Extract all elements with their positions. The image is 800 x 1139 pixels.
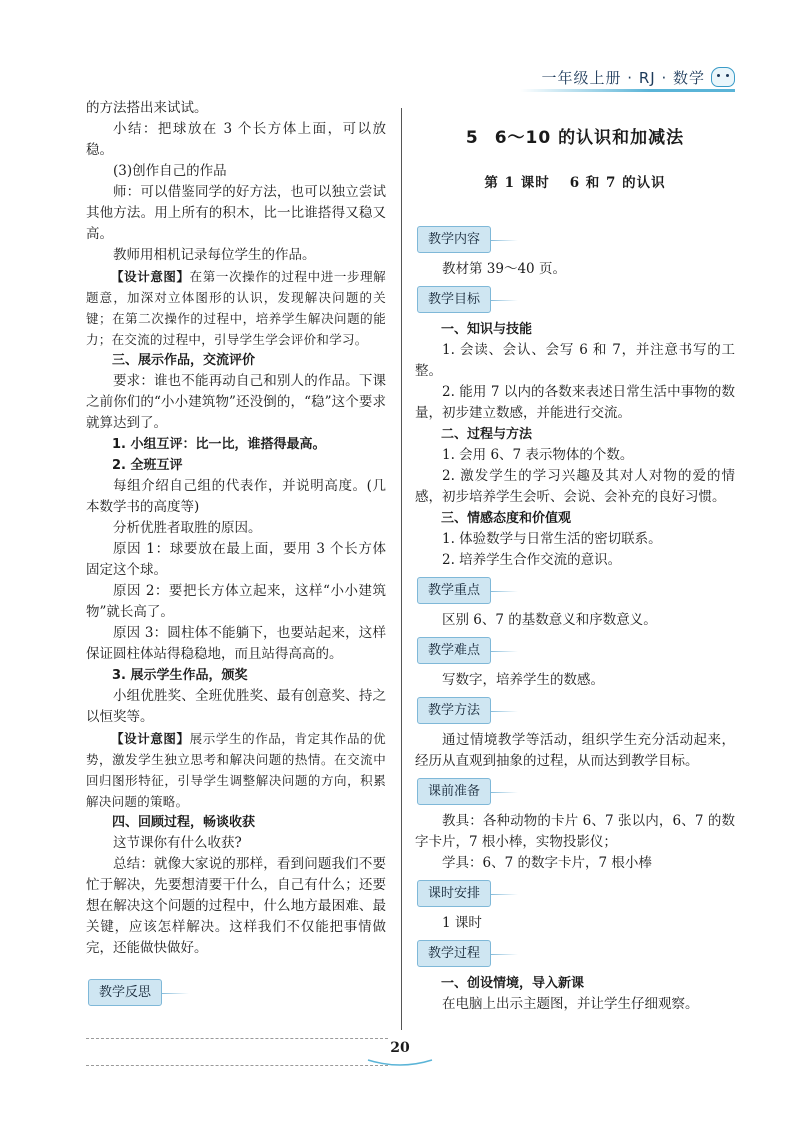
lesson-topic: 6 和 7 的认识 — [569, 175, 666, 191]
note-text: 在第一次操作的过程中进一步理解题意，加深对立体图形的认识，发现解决问题的关键；在第二次操作的过程中，培养学生解决问题的能力；在交流的过程中，引导学生学会评价和学习。 — [86, 269, 386, 347]
section-label-schedule: 课时安排 — [417, 880, 491, 907]
paragraph: 原因 2：要把长方体立起来，这样“小小建筑物”就长高了。 — [86, 583, 386, 620]
page-number-ornament — [366, 1058, 434, 1068]
goal-item: 2. 激发学生的学习兴趣及其对人对物的爱的情感，初步培养学生会听、会说、会补充的良好习惯。 — [415, 468, 735, 505]
paragraph: (3)创作自己的作品 — [113, 163, 227, 179]
goal-item: 1. 会读、会认、会写 6 和 7，并注意书写的工整。 — [415, 342, 735, 379]
goal-heading: 一、知识与技能 — [441, 322, 533, 337]
unit-number: 5 — [465, 128, 479, 148]
subheading: 2. 全班互评 — [112, 458, 183, 473]
unit-title — [415, 128, 735, 149]
paragraph: 教材第 39～40 页。 — [442, 261, 566, 277]
section-label-reflection: 教学反思 — [88, 979, 162, 1006]
section-heading: 一、创设情境，导入新课 — [441, 976, 585, 991]
writing-line — [86, 1038, 388, 1039]
design-intent-note — [86, 728, 386, 812]
paragraph: 小结：把球放在 3 个长方体上面，可以放稳。 — [86, 121, 386, 158]
paragraph: 的方法搭出来试试。 — [86, 100, 208, 116]
paragraph: 这节课你有什么收获? — [113, 835, 242, 851]
section-heading: 三、展示作品，交流评价 — [112, 353, 256, 368]
paragraph: 通过情境教学等活动，组织学生充分活动起来，经历从直观到抽象的过程，从而达到教学目标。 — [415, 732, 735, 769]
paragraph: 写数字，培养学生的数感。 — [442, 672, 604, 688]
goal-heading: 三、情感态度和价值观 — [441, 511, 572, 526]
goal-item: 1. 会用 6、7 表示物体的个数。 — [442, 447, 634, 463]
right-column — [415, 98, 735, 1015]
paragraph: 师：可以借鉴同学的好方法，也可以独立尝试其他方法。用上所有的积木，比一比谁搭得又稳又高。 — [86, 184, 386, 242]
section-label-process: 教学过程 — [417, 940, 491, 967]
section-label-methods: 教学方法 — [417, 697, 491, 724]
goal-item: 2. 培养学生合作交流的意识。 — [442, 552, 622, 568]
section-label-difficulties: 教学难点 — [417, 637, 491, 664]
section-label-preparation: 课前准备 — [417, 778, 491, 805]
design-intent-note — [86, 266, 386, 350]
paragraph: 原因 1：球要放在最上面，要用 3 个长方体固定这个球。 — [86, 541, 386, 578]
column-divider — [401, 108, 402, 1030]
section-label-goals: 教学目标 — [417, 286, 491, 313]
page-number: 20 — [390, 1040, 410, 1056]
paragraph: 教具：各种动物的卡片 6、7 张以内，6、7 的数字卡片，7 根小棒，实物投影仪； — [415, 813, 735, 850]
paragraph: 1 课时 — [442, 915, 482, 931]
mascot-icon — [711, 67, 735, 87]
section-label-content: 教学内容 — [417, 226, 491, 253]
paragraph: 要求：谁也不能再动自己和别人的作品。下课之前你们的“小小建筑物”还没倒的，“稳”这个要求就算达到了。 — [86, 373, 386, 431]
writing-line — [86, 1065, 388, 1066]
lesson-number: 第 1 课时 — [484, 175, 550, 191]
goal-item: 2. 能用 7 以内的各数来表述日常生活中事物的数量，初步建立数感，并能进行交流。 — [415, 384, 735, 421]
subheading: 1. 小组互评：比一比，谁搭得最高。 — [112, 437, 326, 452]
page-header — [520, 62, 735, 92]
paragraph: 教师用相机记录每位学生的作品。 — [113, 247, 316, 263]
unit-title-text: 6～10 的认识和加减法 — [494, 128, 685, 148]
goal-heading: 二、过程与方法 — [441, 427, 533, 442]
goal-item: 1. 体验数学与日常生活的密切联系。 — [442, 531, 662, 547]
note-tag: 【设计意图】 — [111, 731, 190, 746]
paragraph: 小组优胜奖、全班优胜奖、最有创意奖、持之以恒奖等。 — [86, 688, 386, 725]
paragraph: 分析优胜者取胜的原因。 — [113, 520, 262, 536]
section-label-key-points: 教学重点 — [417, 577, 491, 604]
paragraph: 区别 6、7 的基数意义和序数意义。 — [442, 612, 657, 628]
note-tag: 【设计意图】 — [111, 269, 190, 284]
paragraph: 每组介绍自己组的代表作，并说明高度。(几本数学书的高度等) — [86, 478, 386, 515]
note-text: 展示学生的作品，肯定其作品的优势，激发学生独立思考和解决问题的热情。在交流中回归图形特征，引导学生调整解决问题的方向，积累解决问题的策略。 — [86, 731, 386, 809]
header-rule — [520, 89, 735, 92]
lesson-title — [415, 173, 735, 194]
paragraph: 学具：6、7 的数字卡片，7 根小棒 — [442, 855, 652, 871]
subheading: 3. 展示学生作品，颁奖 — [112, 668, 248, 683]
paragraph: 总结：就像大家说的那样，看到问题我们不要忙于解决，先要想清要干什么，自己有什么；还要想在解决这个问题的过程中，什么地方最困难、最关键，应该怎样解决。这样我们不仅能把事情做完，还能做快做好。 — [86, 856, 386, 956]
paragraph: 在电脑上出示主题图，并让学生仔细观察。 — [442, 996, 699, 1012]
left-column — [86, 98, 386, 1066]
header-title: 一年级上册 · RJ · 数学 — [541, 68, 705, 87]
paragraph: 原因 3：圆柱体不能躺下，也要站起来，这样保证圆柱体站得稳稳地，而且站得高高的。 — [86, 625, 386, 662]
section-heading: 四、回顾过程，畅谈收获 — [112, 815, 256, 830]
